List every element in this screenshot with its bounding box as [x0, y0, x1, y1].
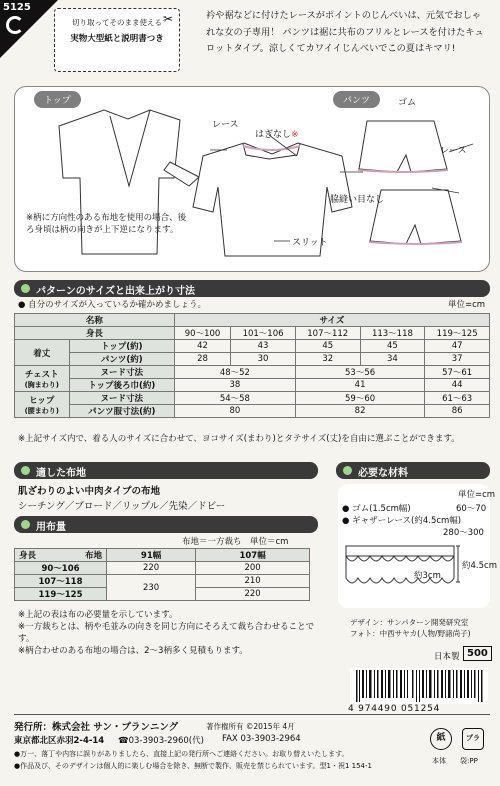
- lace-drawing: [342, 538, 462, 602]
- table-row: [15, 379, 490, 392]
- value-cell: 47: [425, 340, 490, 353]
- table-row: [15, 549, 310, 562]
- table-row: [15, 327, 490, 340]
- design-credit: デザイン：サンパターン開発研究室: [350, 618, 469, 627]
- address: 東京都北区赤羽2-4-14: [14, 736, 105, 746]
- slit-label: スリット: [292, 238, 328, 248]
- value-cell: 86: [425, 405, 490, 418]
- value-cell: 82: [295, 405, 424, 418]
- hagi-label: [255, 127, 299, 140]
- pantsw-label: パンツ服寸法(約): [69, 405, 174, 418]
- cloth-notes: [18, 609, 328, 657]
- value-cell: 41: [295, 379, 424, 392]
- pants-label: パンツ: [333, 91, 380, 108]
- value-cell: 210: [196, 575, 310, 588]
- hip-nude-label: ヌード寸法: [69, 392, 174, 405]
- value-cell: 230: [107, 575, 196, 601]
- cloth-note: ※柄合わせのある布地の場合は、2〜3柄多く見積もります。: [18, 646, 248, 656]
- wakinui-label: 脇縫い目なし: [330, 195, 385, 205]
- value-cell: 44: [425, 379, 490, 392]
- hip-sub-text: (腰まわり): [24, 406, 59, 415]
- hip-label: [15, 392, 70, 418]
- product-code: 5125: [3, 2, 31, 13]
- paper-recycle-icon: 紙: [430, 728, 452, 750]
- cloth-height: 107〜118: [15, 575, 107, 588]
- cloth-corner-header: [15, 549, 107, 562]
- cloth-note: ※一方裁ちとは、柄や毛並みの向きを同じ方向にそろえて裁ち合わせることです。: [18, 622, 315, 644]
- value-cell: 42: [174, 340, 230, 353]
- table-row: [15, 405, 490, 418]
- footer-note-2: ●作品及び、そのデザインは個人的に楽しむ場合を除き、無断で製作、販売を禁じられています。型1・祝1 154-1: [14, 762, 372, 770]
- lace-label: レース: [212, 120, 239, 130]
- value-cell: 59〜60: [295, 392, 424, 405]
- table-row: [15, 340, 490, 353]
- materials-unit: 単位=cm: [458, 490, 496, 500]
- tag-main-text: 実物大型紙と説明書つき: [70, 34, 164, 44]
- value-cell: 28: [174, 353, 230, 366]
- hagi-asterisk: ※: [291, 130, 299, 140]
- fabric-desc: 肌ざわりのよい中肉タイプの布地: [18, 486, 161, 497]
- plastic-recycle-icon: プラ: [462, 728, 484, 750]
- photo-credit: フォト：中西サヤカ(人物/野諸尚子): [350, 629, 471, 638]
- cloth-height: 119〜125: [15, 588, 107, 601]
- value-cell: 37: [425, 353, 490, 366]
- cloth-section-heading: 用布量: [14, 516, 318, 533]
- material-gomu-value: 60〜70: [456, 504, 487, 514]
- chest-label: [15, 366, 70, 392]
- topback-label: トップ後ろ巾(約): [69, 379, 174, 392]
- copyright: 著作権所有 ©2015年 4月: [206, 722, 295, 731]
- cloth-note: ※上記の表は布の必要量を示しています。: [18, 610, 178, 620]
- chest-nude-label: ヌード寸法: [69, 366, 174, 379]
- kitake-label: 着丈: [15, 340, 70, 366]
- brand-circle-icon: [6, 16, 24, 34]
- value-cell: 34: [360, 353, 425, 366]
- size-unit: 単位=cm: [448, 300, 486, 310]
- value-cell: 38: [174, 379, 295, 392]
- made-in-japan: 日本製: [434, 652, 460, 662]
- value-cell: 220: [196, 588, 310, 601]
- value-cell: 80: [174, 405, 295, 418]
- fabric-types: シーチング／ブロード／リップル／先染／ドビー: [18, 501, 226, 512]
- value-cell: 45: [360, 340, 425, 353]
- size-col: 107〜112: [295, 327, 360, 340]
- value-cell: 220: [107, 562, 196, 575]
- lace-inner-width: 約3cm: [414, 571, 441, 581]
- fabric-section-heading: 適した布地: [14, 462, 318, 479]
- top-len-label: トップ(約): [69, 340, 174, 353]
- publisher: 発行所：株式会社 サン・プランニング: [14, 722, 179, 733]
- barcode-number: 4 974490 051254: [348, 704, 441, 714]
- footer-divider: [14, 714, 490, 715]
- material-lace-value: 280〜300: [443, 528, 484, 538]
- table-row: [15, 353, 490, 366]
- value-cell: 32: [295, 353, 360, 366]
- chest-sub-text: (胸まわり): [24, 380, 59, 389]
- size-col: 113〜118: [360, 327, 425, 340]
- cloth-height: 90〜106: [15, 562, 107, 575]
- scissors-icon: ✂: [162, 12, 173, 26]
- size-check-note: ● 自分のサイズが入っているか確かめましょう。: [18, 300, 206, 310]
- w107-header: 107幅: [196, 549, 310, 562]
- name-header: 名称: [15, 314, 175, 327]
- cloth-unit-note: 布地＝一方裁ち 単位＝cm: [182, 537, 289, 547]
- table-row: [15, 562, 310, 575]
- barcode-icon: [350, 668, 488, 704]
- size-note: ※上記サイズ内で、着る人のサイズに合わせて、ヨコサイズ(まわり)とタテサイズ(丈)を自由に選ぶことができます。: [18, 434, 460, 444]
- value-cell: 30: [231, 353, 296, 366]
- garment-drawings: [14, 86, 490, 272]
- phone: ☎03-3903-2960(代): [118, 736, 204, 746]
- materials-section-heading: 必要な材料: [336, 462, 490, 479]
- size-table: [14, 313, 490, 418]
- sizes-header: サイズ: [174, 314, 489, 327]
- value-cell: 61〜63: [425, 392, 490, 405]
- value-cell: 200: [196, 562, 310, 575]
- value-cell: 54〜58: [174, 392, 295, 405]
- lace2-label: レース: [440, 146, 467, 156]
- value-cell: 45: [295, 340, 360, 353]
- intro-text: 衿や裾などに付けたレースがポイントのじんべいは、元気でおしゃれな女の子専用！ パンツは裾に共布のフリルとレースを付けたキュロットタイプ。涼しくてカワイイじんべいでこの夏はキマリ!: [206, 10, 484, 54]
- pants-len-label: パンツ(約): [69, 353, 174, 366]
- body-label: 本体: [432, 757, 446, 765]
- material-lace: ● ギャザーレース(約4.5cm幅): [342, 516, 462, 526]
- w91-header: 91幅: [107, 549, 196, 562]
- cloth-fabric-text: 布地: [84, 551, 102, 561]
- value-cell: 57〜61: [425, 366, 490, 379]
- footer-note-1: ●万一、落丁や内容に誤りがありましたら、直接上記の発行所へご連絡ください。お取り替えいたします。: [14, 750, 349, 758]
- fax: FAX 03-3903-2964: [222, 734, 301, 744]
- hip-text: ヒップ: [29, 395, 55, 406]
- lace-width: 約4.5cm: [462, 561, 497, 571]
- table-row: [15, 575, 310, 588]
- size-section-heading: パターンのサイズと出来上がり寸法: [14, 280, 490, 297]
- gomu-label: ゴム: [398, 98, 417, 108]
- tag-top-text: 切り取ってそのまま使える: [72, 18, 162, 27]
- value-cell: 48〜52: [174, 366, 295, 379]
- size-col: 90〜100: [174, 327, 230, 340]
- value-cell: 43: [231, 340, 296, 353]
- material-gomu: ● ゴム(1.5cm幅): [342, 504, 411, 514]
- cloth-height-text: 身長: [19, 551, 37, 561]
- price-box: 500: [463, 646, 492, 661]
- bag-label: 袋:PP: [460, 757, 478, 765]
- table-row: [15, 314, 490, 327]
- size-col: 101〜106: [231, 327, 296, 340]
- size-col: 119〜125: [425, 327, 490, 340]
- top-label: トップ: [34, 91, 81, 108]
- chest-text: チェスト: [24, 369, 59, 380]
- value-cell: 53〜56: [295, 366, 424, 379]
- hagi-text: はぎなし: [255, 130, 292, 140]
- height-header: 身長: [15, 327, 175, 340]
- pattern-direction-note: ※柄に方向性のある布地を使用の場合、後ろ身頃は柄の向きが上下逆になります。: [26, 213, 187, 235]
- cloth-table: [14, 548, 310, 601]
- pattern-tag: [54, 8, 180, 72]
- table-row: [15, 392, 490, 405]
- table-row: [15, 366, 490, 379]
